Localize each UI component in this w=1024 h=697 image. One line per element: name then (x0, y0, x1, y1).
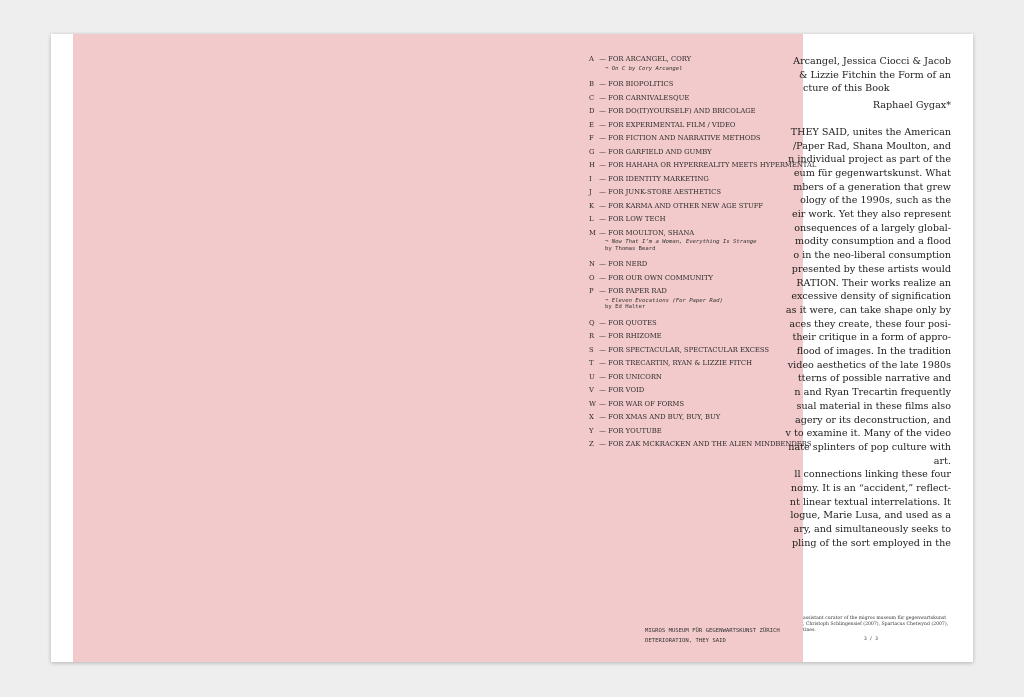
toc-entry (589, 320, 814, 327)
toc-entry (589, 428, 814, 435)
body-text-line: modity consumption and a flood (795, 236, 951, 248)
footer-museum: MIGROS MUSEUM FÜR GEGENWARTSKUNST ZÜRICH (645, 628, 780, 634)
body-text-line: Raphael Gygax* (872, 100, 951, 112)
page-footer (645, 626, 780, 646)
toc-letter: E (589, 120, 594, 129)
toc-letter: I (589, 174, 592, 183)
body-text-line: Arcangel, Jessica Ciocci & Jacob (793, 56, 951, 67)
toc-entry (589, 441, 814, 448)
toc-entry (589, 230, 814, 254)
toc-title: — FOR NERD (597, 260, 648, 268)
toc-letter: P (589, 287, 594, 295)
toc-title: — FOR YOUTUBE (597, 426, 662, 435)
toc-letter: Q (589, 318, 595, 327)
body-text-line: nomy. It is an “accident,” reflect- (790, 483, 951, 494)
body-text-line: presented by these artists would (791, 263, 951, 275)
toc-entry (589, 95, 814, 102)
body-text-line: agery or its deconstruction, and (795, 414, 951, 426)
toc-subentry: by Thomas Beard (605, 245, 656, 252)
toc-entry (589, 122, 814, 129)
body-text-line: nate splinters of pop culture with (788, 441, 951, 453)
toc-title: — FOR XMAS AND BUY, BUY, BUY (597, 413, 721, 421)
toc-entry (589, 333, 814, 340)
toc-title: — FOR OUR OWN COMMUNITY (597, 273, 714, 282)
footnote-line: assistant curator of the migros museum für gegenwartskunst (803, 616, 947, 621)
body-text-line: /Paper Rad, Shana Moulton, and (792, 140, 951, 152)
toc-subentry: ¬ Eleven Evocations (For Paper Rad) (605, 297, 723, 304)
body-text-line: sual material in these films also (796, 400, 951, 412)
footnote-line: , Christoph Schlingensief (2007), Spartacus Chetwynd (2007), (803, 622, 949, 627)
body-text-line: onsequences of a largely global- (794, 222, 951, 234)
toc-letter: Z (589, 440, 594, 448)
toc-title: — FOR SPECTACULAR, SPECTACULAR EXCESS (597, 345, 770, 354)
toc-title: — FOR IDENTITY MARKETING (597, 174, 709, 183)
body-text-line: logue, Marie Lusa, and used as a (790, 510, 951, 522)
toc-title: — FOR QUOTES (597, 318, 657, 327)
toc-title: — FOR FICTION AND NARRATIVE METHODS (597, 134, 761, 142)
toc-letter: N (589, 260, 595, 268)
toc-title: — FOR ARCANGEL, CORY (597, 55, 692, 63)
toc-letter: X (589, 413, 594, 421)
toc-letter: W (589, 399, 596, 408)
body-text-line: aces they create, these four posi- (789, 318, 951, 330)
body-text-line: flood of images. In the tradition (796, 346, 951, 357)
body-text-line: excessive density of signification (791, 291, 951, 303)
body-text-line: as it were, can take shape only by (785, 304, 951, 316)
toc-title: — FOR KARMA AND OTHER NEW AGE STUFF (597, 201, 764, 210)
toc-letter: J (589, 188, 592, 196)
toc-subentry: ¬ Now That I’m a Woman, Everything Is Strange (605, 239, 757, 245)
table-of-contents (589, 55, 817, 455)
toc-letter: O (589, 273, 595, 282)
toc-title: — FOR RHIZOME (597, 332, 662, 340)
body-text-line: o in the neo-liberal consumption (793, 250, 951, 262)
toc-title: — FOR BIOPOLITICS (597, 80, 674, 88)
toc-title: — FOR CARNIVALESQUE (597, 93, 690, 102)
body-text-line: n and Ryan Trecartin frequently (794, 387, 951, 399)
toc-entry (589, 387, 814, 394)
toc-entry (589, 81, 814, 88)
body-text-line: RATION. Their works realize an (796, 277, 951, 289)
body-text-line: pling of the sort employed in the (791, 537, 951, 549)
body-text-line: THEY SAID, unites the American (790, 126, 951, 138)
toc-title: — FOR DO(IT)YOURSELF) AND BRICOLAGE (597, 107, 756, 115)
footnote-line: tines. (803, 628, 816, 633)
toc-entry (589, 135, 814, 142)
footer-title: DETERIORATION, THEY SAID (645, 638, 726, 644)
toc-title: — FOR UNICORN (597, 372, 662, 381)
body-text-line: nt linear textual interrelations. It (789, 496, 951, 508)
toc-title: — FOR HAHAHA OR HYPERREALITY MEETS HYPERMENTAL (597, 161, 817, 169)
toc-title: — FOR LOW TECH (597, 215, 666, 223)
toc-title: — FOR MOULTON, SHANA (597, 228, 695, 237)
toc-entry (589, 56, 814, 73)
body-text-line: their critique in a form of appro- (792, 332, 951, 344)
toc-letter: S (589, 345, 594, 354)
toc-entry (589, 176, 814, 183)
toc-entry (589, 203, 814, 210)
toc-entry (589, 401, 814, 408)
body-text-line: ary, and simultaneously seeks to (793, 524, 951, 536)
toc-entry (589, 288, 814, 312)
toc-entry (589, 347, 814, 354)
body-text-line: v to examine it. Many of the video (785, 428, 951, 440)
body-text-line: cture of this Book (803, 83, 890, 95)
body-text-line: eir work. Yet they also represent (792, 209, 951, 220)
toc-entry (589, 414, 814, 421)
body-text-line: art. (933, 455, 951, 467)
toc-title: — FOR PAPER RAD (597, 287, 667, 295)
toc-letter: U (589, 372, 595, 381)
right-page-text (785, 50, 951, 610)
toc-title: — FOR JUNK-STORE AESTHETICS (597, 188, 721, 196)
toc-title: — FOR ZAK MCKRACKEN AND THE ALIEN MINDBENDERS (597, 440, 812, 448)
toc-letter: K (589, 201, 595, 210)
toc-subentry: by Ed Halter (605, 304, 646, 310)
body-text-line: tterns of possible narrative and (797, 373, 951, 385)
toc-letter: T (589, 359, 594, 367)
body-text-line: eum für gegenwartskunst. What (793, 167, 951, 179)
toc-entry (589, 374, 814, 381)
toc-letter: Y (589, 426, 594, 435)
toc-title: — FOR GARFIELD AND GUMBY (597, 147, 712, 156)
toc-title: — FOR WAR OF FORMS (597, 399, 684, 408)
toc-letter: F (589, 134, 594, 142)
toc-letter: V (589, 386, 594, 394)
toc-letter: C (589, 93, 595, 102)
toc-letter: A (589, 55, 594, 63)
toc-letter: H (589, 161, 595, 169)
body-text-line: n individual project as part of the (788, 154, 951, 166)
body-text-line: mbers of a generation that grew (793, 181, 951, 193)
toc-letter: L (589, 215, 594, 223)
toc-letter: M (589, 228, 596, 237)
toc-entry (589, 189, 814, 196)
toc-entry (589, 360, 814, 367)
toc-letter: B (589, 80, 594, 88)
toc-letter: D (589, 107, 595, 115)
toc-entry (589, 149, 814, 156)
page-number: 3 / 3 (864, 637, 878, 642)
footnotes (803, 616, 948, 634)
body-text-line: ll connections linking these four (794, 469, 951, 481)
toc-entry (589, 216, 814, 223)
toc-entry (589, 275, 814, 282)
toc-title: — FOR EXPERIMENTAL FILM / VIDEO (597, 120, 736, 129)
toc-letter: R (589, 332, 595, 340)
body-text-line: & Lizzie Fitchin the Form of an (798, 69, 951, 81)
toc-entry (589, 261, 814, 268)
toc-title: — FOR VOID (597, 386, 645, 394)
toc-letter: G (589, 147, 595, 156)
toc-entry (589, 161, 817, 169)
book-spread (51, 34, 973, 662)
body-text-line: video aesthetics of the late 1980s (787, 359, 951, 371)
toc-subentry: ¬ On C by Cory Arcangel (605, 65, 683, 72)
toc-title: — FOR TRECARTIN, RYAN & LIZZIE FITCH (597, 359, 753, 367)
toc-entry (589, 108, 814, 115)
body-text-line: ology of the 1990s, such as the (800, 195, 951, 207)
